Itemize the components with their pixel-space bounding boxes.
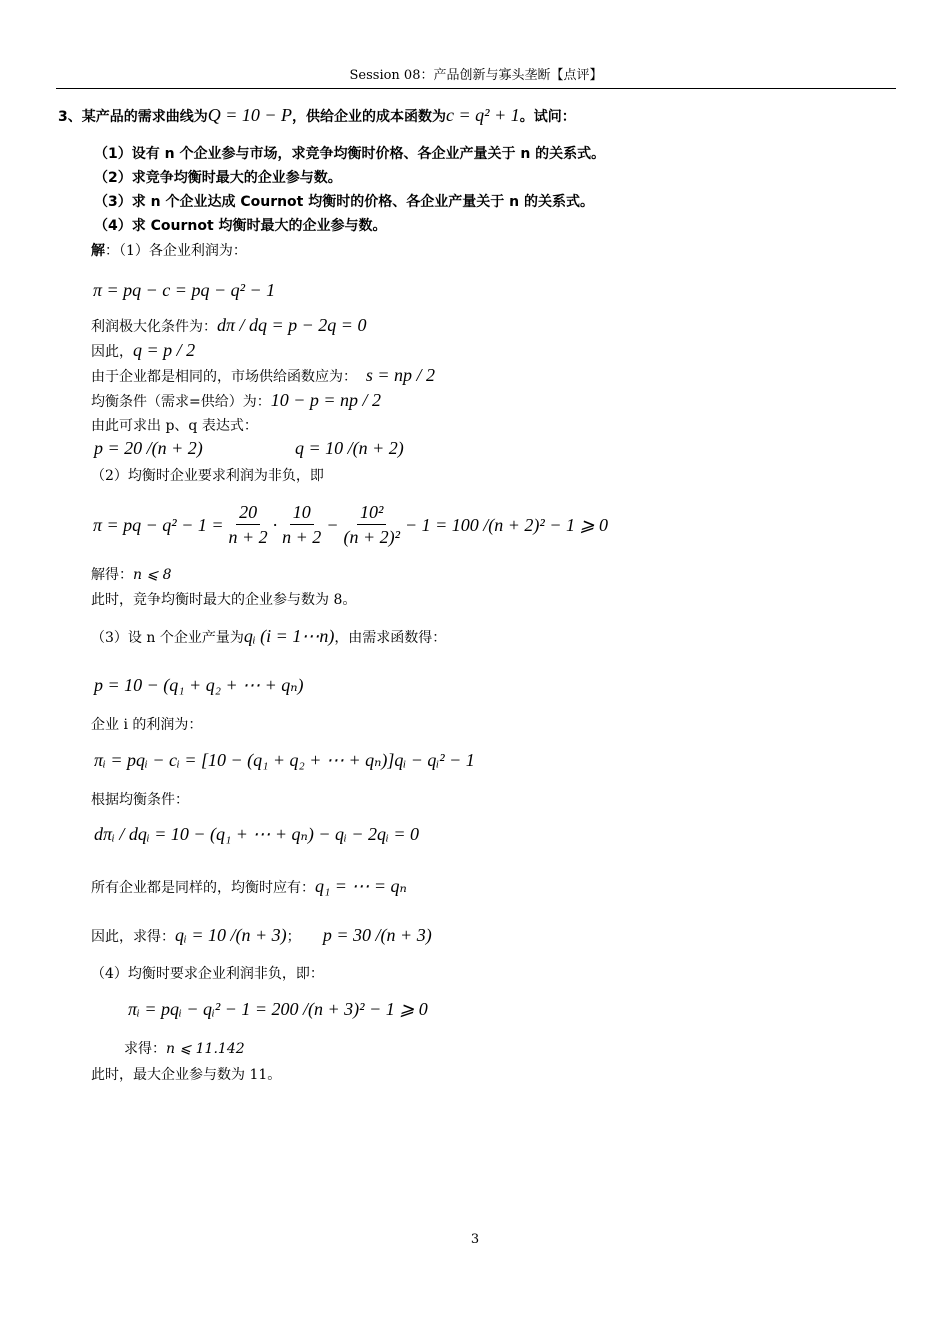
subquestion-3: （3）求 n 个企业达成 Cournot 均衡时的价格、各企业产量关于 n 的关系式。 bbox=[94, 194, 594, 210]
solve-label: 解得： bbox=[91, 567, 133, 583]
firm-profit-equation: πᵢ = pqᵢ − cᵢ = [10 − (q₁ + q₂ + ⋯ + qₙ)]qᵢ − qᵢ² − 1 bbox=[94, 750, 475, 770]
max-condition bbox=[91, 316, 366, 336]
firm-profit-label: 企业 i 的利润为： bbox=[91, 717, 203, 733]
result4-line bbox=[124, 1040, 245, 1058]
part3-line bbox=[91, 627, 446, 647]
symmetry-label: 所有企业都是同样的，均衡时应有： bbox=[91, 880, 315, 896]
symmetry-equation: q₁ = ⋯ = qₙ bbox=[315, 876, 407, 896]
solution-intro-text: ：（1）各企业利润为： bbox=[105, 243, 247, 259]
expression-label: 由此可求出 p、q 表达式： bbox=[91, 418, 258, 434]
fraction-10: $\frac{10}{n + 2}$ bbox=[282, 502, 322, 547]
p-result: p = 30 /(n + 3) bbox=[322, 925, 432, 945]
question-statement bbox=[58, 106, 576, 126]
demand-equation: Q = 10 − P bbox=[207, 105, 293, 125]
fraction-10-squared: $\frac{\text{10²}}{\text{(n + 2)²}}$ bbox=[343, 502, 400, 547]
demand-n-equation: p = 10 − (q₁ + q₂ + ⋯ + qₙ) bbox=[94, 675, 304, 695]
qi-result: qᵢ = 10 /(n + 3) bbox=[175, 925, 287, 945]
question-lead: 某产品的需求曲线为 bbox=[81, 109, 208, 125]
result4-label: 求得： bbox=[124, 1041, 166, 1057]
equilibrium-equation: 10 − p = np / 2 bbox=[270, 390, 382, 410]
conclusion-2: 此时，竞争均衡时最大的企业参与数为 8。 bbox=[91, 592, 357, 608]
result4-value: n ⩽ 11.142 bbox=[166, 1041, 245, 1057]
conclusion-4: 此时，最大企业参与数为 11。 bbox=[91, 1067, 282, 1083]
solve-line bbox=[91, 566, 172, 584]
foc-equation: dπ / dq = p − 2q = 0 bbox=[217, 315, 367, 335]
supply-line bbox=[91, 366, 435, 386]
question-number: 3、 bbox=[58, 109, 82, 125]
qi-definition: qᵢ (i = 1⋯n) bbox=[243, 626, 335, 646]
profit-nonneg-equation: π = pq − q² − 1 = $\frac{20}{n + 2}$ · $\frac{10}{n + 2}$ − $\frac{\text{10²}}{\text{(n + 2)²}}$ − 1 = 100 /(n + 2)² − 1 ⩾ 0 bbox=[93, 502, 609, 547]
supply-label: 由于企业都是相同的，市场供给函数应为： bbox=[91, 369, 357, 385]
p-expression: p = 20 /(n + 2) bbox=[94, 438, 203, 458]
solve-value: n ⩽ 8 bbox=[133, 567, 172, 583]
equilibrium-label: 均衡条件（需求=供给）为： bbox=[91, 394, 271, 410]
part3-tail: ，由需求函数得： bbox=[334, 630, 447, 646]
result3-line bbox=[91, 926, 432, 946]
therefore-line bbox=[91, 341, 195, 361]
profit4-equation: πᵢ = pqᵢ − qᵢ² − 1 = 200 /(n + 3)² − 1 ⩾ 0 bbox=[128, 999, 428, 1019]
question-mid: ，供给企业的成本函数为 bbox=[292, 109, 447, 125]
page-header: Session 08：产品创新与寡头垄断【点评】 bbox=[349, 68, 603, 83]
q-expression: q = 10 /(n + 2) bbox=[295, 438, 404, 458]
symmetry-line bbox=[91, 877, 407, 897]
part3-label: （3）设 n 个企业产量为 bbox=[91, 630, 244, 646]
equilibrium-condition-label: 根据均衡条件： bbox=[91, 792, 189, 808]
supply-equation: s = np / 2 bbox=[365, 365, 436, 385]
profit-equation: π = pq − c = pq − q² − 1 bbox=[93, 280, 276, 300]
therefore-label: 因此， bbox=[91, 344, 133, 360]
cournot-foc-equation: dπᵢ / dqᵢ = 10 − (q₁ + ⋯ + qₙ) − qᵢ − 2qᵢ = 0 bbox=[94, 824, 419, 844]
result3-label: 因此，求得： bbox=[91, 929, 175, 945]
equilibrium-line bbox=[91, 391, 381, 411]
max-condition-label: 利润极大化条件为： bbox=[91, 319, 217, 335]
part2-label: （2）均衡时企业要求利润为非负，即 bbox=[91, 468, 324, 484]
profit2-rhs: − 1 = 100 /(n + 2)² − 1 ⩾ 0 bbox=[405, 514, 609, 535]
part4-label: （4）均衡时要求企业利润非负，即： bbox=[91, 966, 324, 982]
result3-separator: ； bbox=[286, 929, 301, 945]
fraction-20: $\frac{20}{n + 2}$ bbox=[228, 502, 268, 547]
header-rule bbox=[56, 88, 896, 89]
profit2-lhs: π = pq − q² − 1 = bbox=[93, 514, 224, 535]
page-number: 3 bbox=[470, 1232, 480, 1247]
solution-intro bbox=[91, 242, 247, 260]
solution-label: 解 bbox=[91, 243, 105, 259]
q-equation: q = p / 2 bbox=[133, 340, 196, 360]
cost-equation: c = q² + 1 bbox=[446, 105, 520, 125]
subquestion-1: （1）设有 n 个企业参与市场，求竞争均衡时价格、各企业产量关于 n 的关系式。 bbox=[94, 146, 606, 162]
subquestion-2: （2）求竞争均衡时最大的企业参与数。 bbox=[94, 170, 342, 186]
subquestion-4: （4）求 Cournot 均衡时最大的企业参与数。 bbox=[94, 218, 387, 234]
question-tail: 。试问： bbox=[519, 109, 576, 125]
